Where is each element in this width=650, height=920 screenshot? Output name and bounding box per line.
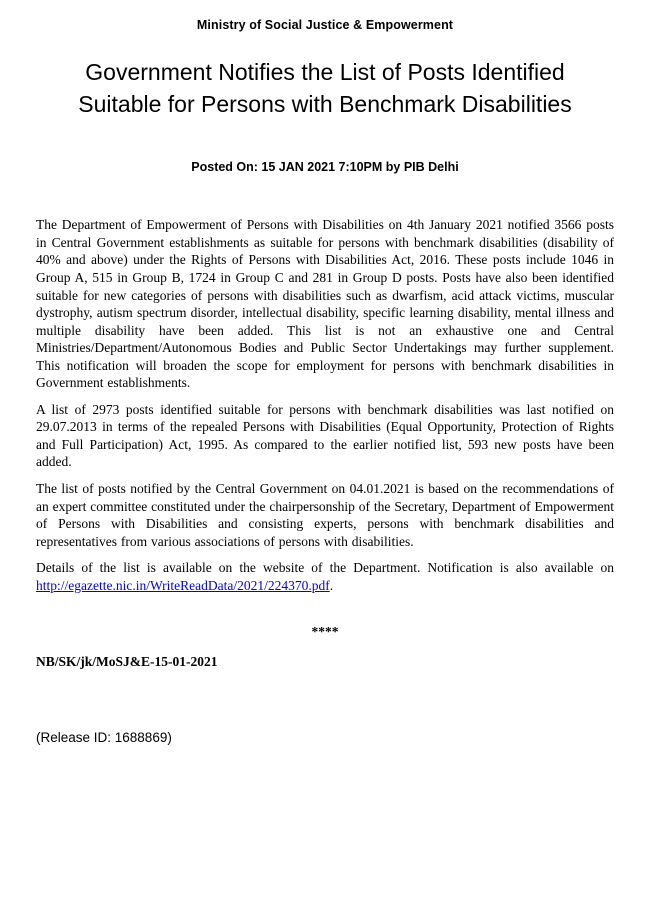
ministry-name: Ministry of Social Justice & Empowerment [196, 18, 454, 32]
page-title: Government Notifies the List of Posts Identified Suitable for Persons with Benchmark Disabilities [78, 59, 572, 118]
paragraph-2: A list of 2973 posts identified suitable for persons with benchmark disabilities was last notified on 29.07.2013 in terms of the repealed Persons with Disabilities (Equal Opportunity, Protection of Rights and Full Participation) Act, 1995. As compared to the earlier notified list, 593 new posts have been added. [36, 401, 614, 470]
asterisk-separator: **** [311, 624, 339, 640]
reference-code: NB/SK/jk/MoSJ&E-15-01-2021 [36, 654, 218, 670]
paragraph-3: The list of posts notified by the Central Government on 04.01.2021 is based on the recommendations of an expert committee constituted under the chairpersonship of the Secretary, Department of Empowerment of Persons with Disabilities and consisting experts, persons with benchmark disabilities and representatives from various associations of persons with disabilities. [36, 481, 614, 549]
press-release-body [36, 216, 614, 594]
paragraph-1: The Department of Empowerment of Persons with Disabilities on 4th January 2021 notified 3566 posts in Central Government establishments as suitable for persons with benchmark disabilities (disability of 40% and above) under the Rights of Persons with Disabilities Act, 2016. These posts include 1046 in Group A, 515 in Group B, 1724 in Group C and 281 in Group D posts. Posts have also been identified suitable for new categories of persons with disabilities such as dwarfism, acid attack victims, muscular dystrophy, autism spectrum disorder, intellectual disability, specific learning disability, mental illness and multiple disability have been added. This list is not an exhaustive one and Central Ministries/Department/Autonomous Bodies and Public Sector Undertakings may further supplement. This notification will broaden the scope for employment for persons with benchmark disabilities in Government establishments. [36, 217, 614, 391]
posted-on-line: Posted On: 15 JAN 2021 7:10PM by PIB Delhi [191, 160, 459, 175]
paragraph-4-text: Details of the list is available on the website of the Department. Notification is also available on [36, 560, 614, 576]
gazette-pdf-link[interactable]: http://egazette.nic.in/WriteReadData/2021/224370.pdf [36, 577, 330, 593]
paragraph-4 [36, 559, 614, 594]
paragraph-4-period: . [329, 577, 334, 593]
release-id: (Release ID: 1688869) [36, 730, 172, 746]
